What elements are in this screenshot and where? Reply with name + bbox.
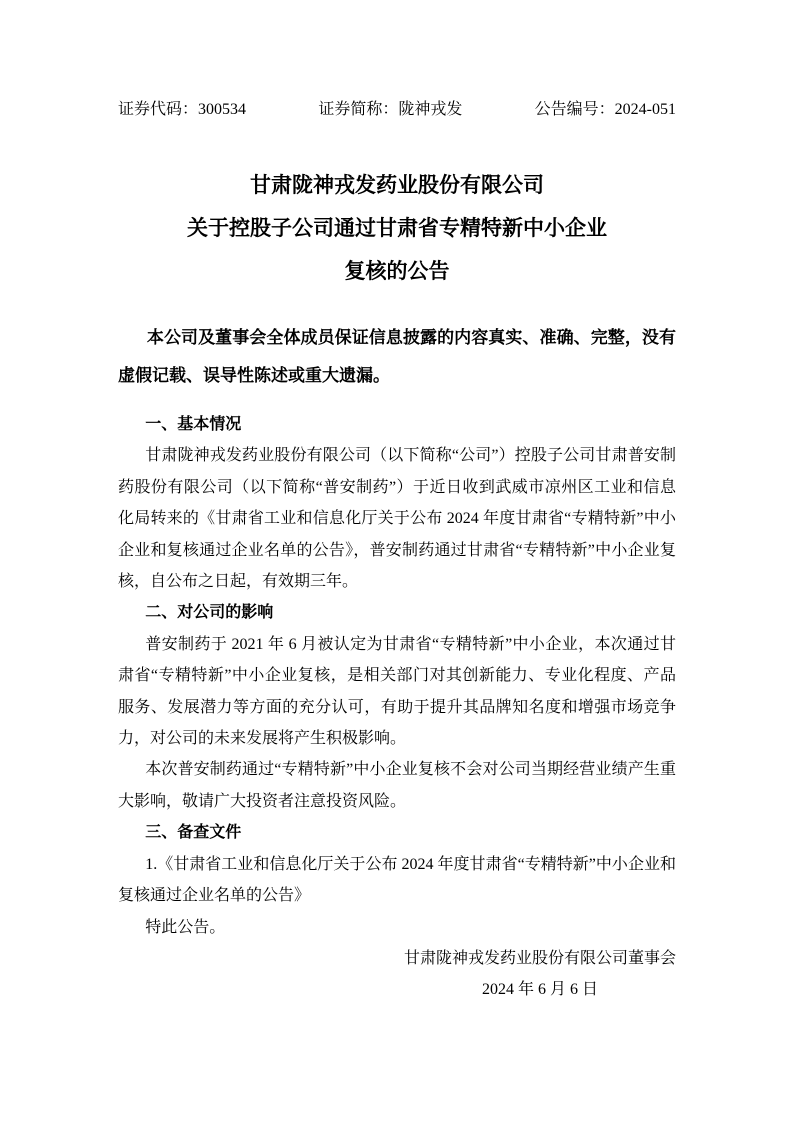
announcement-number: 公告编号：2024-051: [534, 101, 676, 118]
closing-line: 特此公告。: [145, 918, 226, 936]
title-subject-line: 关于控股子公司通过甘肃省专精特新中小企业: [187, 216, 607, 240]
document-body: [118, 409, 676, 1006]
disclosure-statement: 本公司及董事会全体成员保证信息披露的内容真实、准确、完整，没有虚假记载、误导性陈述或重大遗漏。: [118, 328, 676, 385]
signature-company: 甘肃陇神戎发药业股份有限公司董事会: [403, 949, 676, 967]
signature-date: 2024 年 6 月 6 日: [481, 981, 598, 999]
reference-document-item: 1.《甘肃省工业和信息化厅关于公布 2024 年度甘肃省“专精特新”中小企业和复核通过企业名单的公告》: [118, 855, 676, 905]
basic-info-paragraph: 甘肃陇神戎发药业股份有限公司（以下简称“公司”）控股子公司甘肃普安制药股份有限公司（以下简称“普安制药”）于近日收到武威市凉州区工业和信息化局转来的《甘肃省工业和信息化厅关于公布 2024 年度甘肃省“专精特新”中小企业和复核通过企业名单的公告》，普安制药通过甘肃省“专精特新”中小企业复核，自公布之日起，有效期三年。: [118, 447, 676, 591]
title-type-line: 复核的公告: [344, 259, 450, 283]
impact-paragraph-2: 本次普安制药通过“专精特新”中小企业复核不会对公司当期经营业绩产生重大影响，敬请广大投资者注意投资风险。: [118, 761, 676, 810]
section-heading-basic-info: 一、基本情况: [145, 416, 242, 433]
section-heading-reference-documents: 三、备查文件: [145, 824, 242, 842]
signature-inner: [404, 943, 676, 1006]
stock-abbreviation: 证券简称：陇神戎发: [318, 101, 463, 118]
stock-code: 证券代码：300534: [118, 101, 247, 118]
signature-block: [118, 943, 676, 1006]
section-heading-impact: 二、对公司的影响: [145, 604, 274, 622]
impact-paragraph-1: 普安制药于 2021 年 6 月被认定为甘肃省“专精特新”中小企业，本次通过甘肃省“专精特新”中小企业复核，是相关部门对其创新能力、专业化程度、产品服务、发展潜力等方面的充分认可，有助于提升其品牌知名度和增强市场竞争力，对公司的未来发展将产生积极影响。: [118, 635, 676, 748]
title-company-line: 甘肃陇神戎发药业股份有限公司: [250, 173, 544, 197]
document-title: [118, 164, 676, 293]
document-header: [118, 100, 676, 120]
